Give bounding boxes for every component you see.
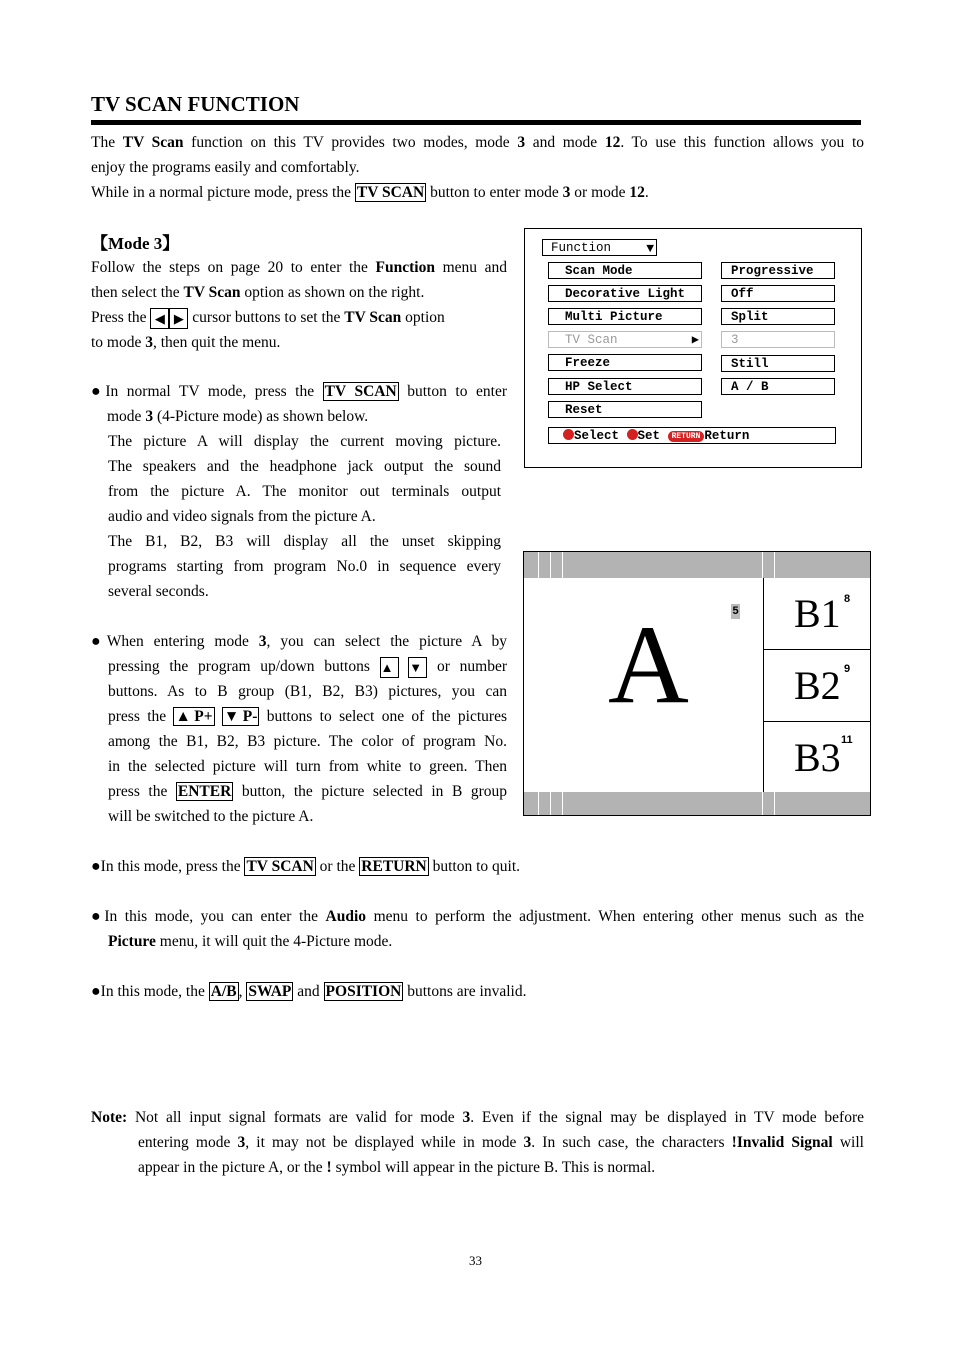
right-arrow-icon: ▶: [691, 333, 699, 347]
menu-footer: Select Set RETURN Return: [548, 427, 836, 444]
value-hp-select[interactable]: A / B: [721, 378, 835, 395]
menu-item-tv-scan[interactable]: TV Scan ▶: [548, 331, 702, 348]
menu-item-reset[interactable]: Reset: [548, 401, 702, 418]
note: Note: Not all input signal formats are valid for mode 3. Even if the signal may be displayed in TV mode before entering mode 3, it may not be displayed while in mode 3. In such case, the characters !Invalid Signal will appear in the picture A, or the ! symbol will appear in the picture B. This is normal.: [91, 1109, 864, 1176]
menu-item-multi-picture[interactable]: Multi Picture: [548, 308, 702, 325]
program-number-b2: 9: [844, 663, 851, 675]
program-number-a: 5: [732, 605, 739, 617]
menu-item-decorative-light[interactable]: Decorative Light: [548, 285, 702, 302]
mode-title: 【Mode 3】: [91, 234, 180, 253]
bottom-bar: [524, 792, 870, 815]
up-arrow-key: ▲: [380, 657, 399, 678]
menu-title-bar[interactable]: Function ▼: [542, 239, 657, 256]
four-picture-screen: [523, 551, 871, 816]
menu-item-hp-select[interactable]: HP Select: [548, 378, 702, 395]
menu-item-freeze[interactable]: Freeze: [548, 354, 702, 371]
select-key-icon: [563, 429, 574, 440]
program-number-b1: 8: [844, 593, 851, 605]
swap-key: SWAP: [248, 983, 292, 1000]
tv-scan-key: TV SCAN: [246, 858, 314, 875]
page-title: TV SCAN FUNCTION: [91, 92, 300, 116]
dropdown-arrow-icon: ▼: [646, 241, 654, 256]
picture-a-label: A: [608, 603, 689, 727]
picture-b3[interactable]: B3 11: [763, 721, 870, 792]
bullet-2: ●When entering mode 3, you can select the picture A by pressing the program up/down buttons ▲ ▼ or number buttons. As to B group (B1, B2, B3) pictures, you can press the ▲P+ ▼P- buttons to select one of the pictures among the B1, B2, B3 picture. The color of program No. in the selected picture will turn from white to green. Then press the ENTER button, the picture selected in B group will be switched to the picture A.: [91, 633, 508, 825]
p-plus-key: ▲P+: [175, 708, 213, 725]
left-arrow-key: ◀: [150, 308, 169, 329]
tv-scan-key: TV SCAN: [324, 383, 397, 400]
title-rule: [91, 120, 861, 125]
value-decorative-light[interactable]: Off: [721, 285, 835, 302]
picture-b1[interactable]: B1 8: [763, 578, 870, 649]
set-key-icon: [627, 429, 638, 440]
page-number: 33: [469, 1253, 482, 1268]
bullet-4: ●In this mode, you can enter the Audio menu to perform the adjustment. When entering other menus such as the Picture menu, it will quit the 4-Picture mode.: [91, 908, 864, 950]
position-key: POSITION: [325, 983, 402, 1000]
top-bar: [524, 552, 870, 578]
tv-scan-key: TV SCAN: [356, 184, 425, 201]
intro-paragraph: The TV Scan function on this TV provides two modes, mode 3 and mode 12. To use this function allows you to enjoy the programs easily and comfortably. While in a normal picture mode, press the TV SCAN button to enter mode 3 or mode 12.: [91, 134, 864, 201]
value-multi-picture[interactable]: Split: [721, 308, 835, 325]
picture-b2[interactable]: B2 9: [763, 649, 870, 721]
down-arrow-key: ▼: [408, 657, 427, 678]
menu-item-scan-mode[interactable]: Scan Mode: [548, 262, 702, 279]
function-menu: [524, 228, 862, 468]
program-number-b3: 11: [841, 734, 853, 746]
return-key-icon: RETURN: [668, 431, 705, 442]
return-key: RETURN: [361, 858, 427, 875]
value-scan-mode[interactable]: Progressive: [721, 262, 835, 279]
value-freeze[interactable]: Still: [721, 355, 835, 372]
right-arrow-key: ▶: [169, 308, 188, 329]
p-minus-key: ▼P-: [223, 708, 258, 725]
enter-key: ENTER: [177, 783, 232, 800]
bullet-1: ●In normal TV mode, press the TV SCAN button to enter mode 3 (4-Picture mode) as shown below. The picture A will display the current moving picture. The speakers and the headphone jack output the sound from the picture A. The monitor out terminals output audio and video signals from the picture A. The B1, B2, B3 will display all the unset skipping programs starting from program No.0 in sequence every several seconds.: [91, 383, 507, 600]
ab-key: A/B: [210, 983, 237, 1000]
bullet-3: ●In this mode, press the TV SCAN or the RETURN button to quit.: [91, 858, 521, 875]
value-tv-scan[interactable]: 3: [721, 331, 835, 348]
mode-paragraph: Follow the steps on page 20 to enter the Function menu and then select the TV Scan option as shown on the right. Press the ◀ ▶ cursor buttons to set the TV Scan option to mode 3, then quit the menu.: [91, 259, 507, 351]
bullet-5: ●In this mode, the A/B , SWAP and POSITION buttons are invalid.: [91, 983, 527, 1000]
